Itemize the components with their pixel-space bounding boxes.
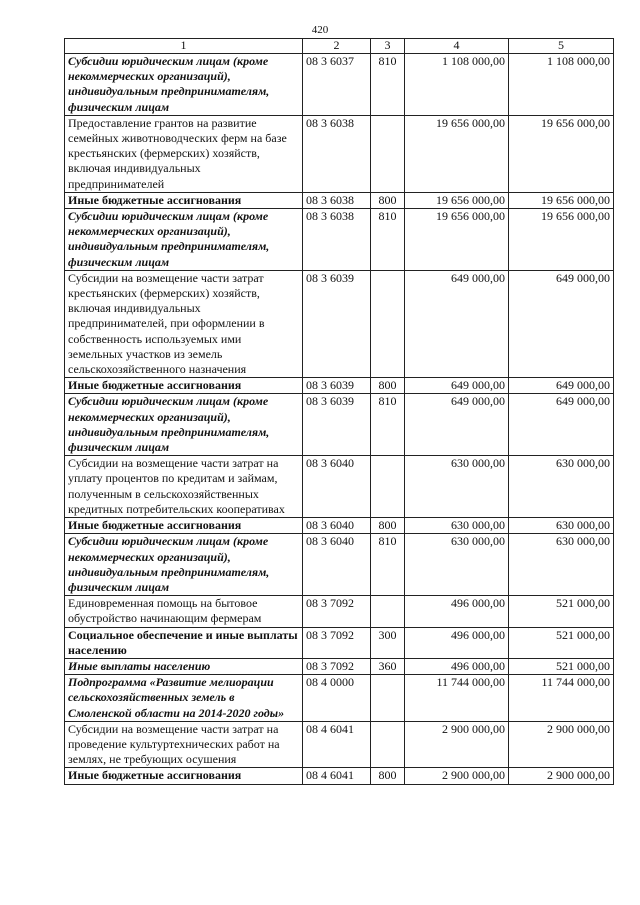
row-amount-2-cell: 521 000,00 bbox=[509, 658, 614, 674]
row-type-cell: 360 bbox=[371, 658, 405, 674]
row-type-cell bbox=[371, 675, 405, 722]
row-amount-1-cell: 649 000,00 bbox=[405, 270, 509, 377]
row-code-cell: 08 3 6039 bbox=[303, 378, 371, 394]
row-amount-1-cell: 11 744 000,00 bbox=[405, 675, 509, 722]
row-amount-1-cell: 630 000,00 bbox=[405, 534, 509, 596]
table-row bbox=[65, 115, 614, 192]
row-amount-2-cell: 521 000,00 bbox=[509, 627, 614, 658]
row-amount-1-cell: 496 000,00 bbox=[405, 658, 509, 674]
row-amount-2-cell: 630 000,00 bbox=[509, 456, 614, 518]
row-type-cell: 810 bbox=[371, 209, 405, 271]
row-code-cell: 08 3 6039 bbox=[303, 270, 371, 377]
row-name-cell: Субсидии на возмещение части затрат на уплату процентов по кредитам и займам, полученным в сельскохозяйственных кредитных потребительских кооперативах bbox=[65, 456, 303, 518]
row-code-cell: 08 3 6038 bbox=[303, 115, 371, 192]
table-row bbox=[65, 54, 614, 116]
row-name-cell: Единовременная помощь на бытовое обустройство начинающим фермерам bbox=[65, 596, 303, 627]
header-col-2: 2 bbox=[303, 39, 371, 54]
row-name-cell: Иные бюджетные ассигнования bbox=[65, 378, 303, 394]
row-code-cell: 08 4 6041 bbox=[303, 768, 371, 784]
row-amount-2-cell: 649 000,00 bbox=[509, 378, 614, 394]
row-type-cell: 800 bbox=[371, 378, 405, 394]
row-name-cell: Иные выплаты населению bbox=[65, 658, 303, 674]
row-amount-1-cell: 19 656 000,00 bbox=[405, 209, 509, 271]
row-type-cell: 810 bbox=[371, 534, 405, 596]
row-amount-2-cell: 1 108 000,00 bbox=[509, 54, 614, 116]
row-code-cell: 08 3 7092 bbox=[303, 627, 371, 658]
row-type-cell bbox=[371, 456, 405, 518]
header-col-3: 3 bbox=[371, 39, 405, 54]
table-row bbox=[65, 518, 614, 534]
table-row bbox=[65, 192, 614, 208]
row-amount-1-cell: 649 000,00 bbox=[405, 394, 509, 456]
row-name-cell: Предоставление грантов на развитие семейных животноводческих ферм на базе крестьянских (фермерских) хозяйств, включая индивидуальных предпринимателей bbox=[65, 115, 303, 192]
row-code-cell: 08 3 6040 bbox=[303, 518, 371, 534]
row-type-cell: 810 bbox=[371, 394, 405, 456]
row-code-cell: 08 3 6037 bbox=[303, 54, 371, 116]
row-amount-1-cell: 649 000,00 bbox=[405, 378, 509, 394]
row-code-cell: 08 3 6040 bbox=[303, 534, 371, 596]
table-row bbox=[65, 534, 614, 596]
row-amount-1-cell: 496 000,00 bbox=[405, 596, 509, 627]
row-name-cell: Иные бюджетные ассигнования bbox=[65, 768, 303, 784]
row-type-cell: 800 bbox=[371, 518, 405, 534]
table-header-row bbox=[65, 39, 614, 54]
row-name-cell: Субсидии на возмещение части затрат крестьянских (фермерских) хозяйств, включая индивидуальных предпринимателей, при оформлении в собственность используемых ими земельных участков из земель сельскохозяйственного назначения bbox=[65, 270, 303, 377]
row-amount-1-cell: 630 000,00 bbox=[405, 456, 509, 518]
row-type-cell bbox=[371, 115, 405, 192]
row-type-cell: 300 bbox=[371, 627, 405, 658]
row-name-cell: Субсидии юридическим лицам (кроме некоммерческих организаций), индивидуальным предпринимателям, физическим лицам bbox=[65, 54, 303, 116]
header-col-1: 1 bbox=[65, 39, 303, 54]
row-name-cell: Иные бюджетные ассигнования bbox=[65, 192, 303, 208]
row-amount-1-cell: 496 000,00 bbox=[405, 627, 509, 658]
row-code-cell: 08 3 6040 bbox=[303, 456, 371, 518]
row-amount-2-cell: 19 656 000,00 bbox=[509, 192, 614, 208]
table-row bbox=[65, 627, 614, 658]
row-amount-2-cell: 2 900 000,00 bbox=[509, 768, 614, 784]
row-amount-1-cell: 19 656 000,00 bbox=[405, 115, 509, 192]
header-col-4: 4 bbox=[405, 39, 509, 54]
row-amount-2-cell: 521 000,00 bbox=[509, 596, 614, 627]
table-row bbox=[65, 721, 614, 768]
row-amount-2-cell: 11 744 000,00 bbox=[509, 675, 614, 722]
page-number: 420 bbox=[311, 24, 329, 36]
row-code-cell: 08 3 7092 bbox=[303, 596, 371, 627]
row-type-cell bbox=[371, 596, 405, 627]
row-amount-2-cell: 2 900 000,00 bbox=[509, 721, 614, 768]
row-type-cell: 810 bbox=[371, 54, 405, 116]
row-type-cell: 800 bbox=[371, 192, 405, 208]
row-amount-2-cell: 19 656 000,00 bbox=[509, 115, 614, 192]
table-row bbox=[65, 394, 614, 456]
row-name-cell: Субсидии юридическим лицам (кроме некоммерческих организаций), индивидуальным предпринимателям, физическим лицам bbox=[65, 394, 303, 456]
row-name-cell: Субсидии юридическим лицам (кроме некоммерческих организаций), индивидуальным предпринимателям, физическим лицам bbox=[65, 209, 303, 271]
row-amount-1-cell: 2 900 000,00 bbox=[405, 768, 509, 784]
header-col-5: 5 bbox=[509, 39, 614, 54]
row-amount-1-cell: 2 900 000,00 bbox=[405, 721, 509, 768]
row-amount-2-cell: 19 656 000,00 bbox=[509, 209, 614, 271]
table-row bbox=[65, 768, 614, 784]
row-type-cell bbox=[371, 721, 405, 768]
row-amount-1-cell: 19 656 000,00 bbox=[405, 192, 509, 208]
row-name-cell: Субсидии юридическим лицам (кроме некоммерческих организаций), индивидуальным предпринимателям, физическим лицам bbox=[65, 534, 303, 596]
row-code-cell: 08 3 7092 bbox=[303, 658, 371, 674]
row-type-cell bbox=[371, 270, 405, 377]
row-amount-2-cell: 649 000,00 bbox=[509, 394, 614, 456]
row-code-cell: 08 3 6038 bbox=[303, 209, 371, 271]
row-amount-1-cell: 1 108 000,00 bbox=[405, 54, 509, 116]
row-code-cell: 08 4 0000 bbox=[303, 675, 371, 722]
table-row bbox=[65, 456, 614, 518]
table-row bbox=[65, 378, 614, 394]
table-row bbox=[65, 675, 614, 722]
table-row bbox=[65, 209, 614, 271]
row-type-cell: 800 bbox=[371, 768, 405, 784]
table-row bbox=[65, 658, 614, 674]
table-row bbox=[65, 596, 614, 627]
row-name-cell: Иные бюджетные ассигнования bbox=[65, 518, 303, 534]
table-row bbox=[65, 270, 614, 377]
row-name-cell: Субсидии на возмещение части затрат на проведение культуртехнических работ на землях, не требующих осушения bbox=[65, 721, 303, 768]
row-code-cell: 08 3 6038 bbox=[303, 192, 371, 208]
row-name-cell: Подпрограмма «Развитие мелиорации сельскохозяйственных земель в Смоленской области на 2014-2020 годы» bbox=[65, 675, 303, 722]
row-amount-2-cell: 649 000,00 bbox=[509, 270, 614, 377]
row-amount-2-cell: 630 000,00 bbox=[509, 534, 614, 596]
row-code-cell: 08 3 6039 bbox=[303, 394, 371, 456]
row-code-cell: 08 4 6041 bbox=[303, 721, 371, 768]
row-amount-1-cell: 630 000,00 bbox=[405, 518, 509, 534]
row-amount-2-cell: 630 000,00 bbox=[509, 518, 614, 534]
row-name-cell: Социальное обеспечение и иные выплаты населению bbox=[65, 627, 303, 658]
budget-table bbox=[64, 38, 614, 785]
